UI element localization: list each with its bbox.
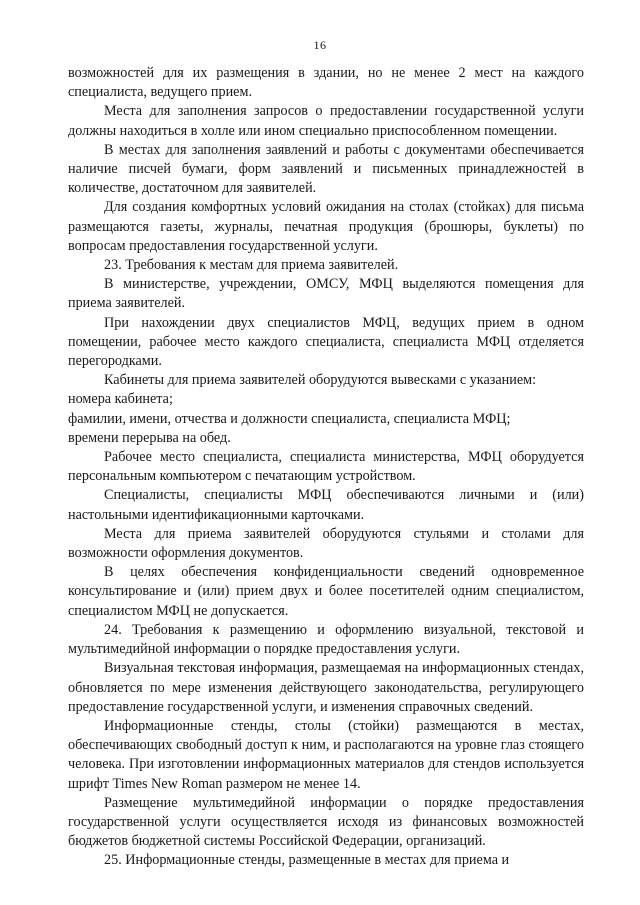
paragraph-reception-rooms: В министерстве, учреждении, ОМСУ, МФЦ выделяются помещения для приема заявителей.: [68, 276, 584, 312]
paragraph-info-stands: Информационные стенды, столы (стойки) размещаются в местах, обеспечивающих свободный доступ к ним, и располагаются на уровне глаз стоящего человека. При изготовлении информационных материалов для стендов используется шрифт Times New Roman размером не менее 14.: [68, 717, 584, 792]
document-body: [68, 64, 584, 871]
list-item-specialist-name: фамилии, имени, отчества и должности специалиста, специалиста МФЦ;: [68, 410, 511, 427]
list-item-room-number: номера кабинета;: [68, 391, 173, 408]
paragraph-form-filling-places: Места для заполнения запросов о предоставлении государственной услуги должны находиться в холле или ином специально приспособленном помещении.: [68, 103, 584, 139]
paragraph-workstation: Рабочее место специалиста, специалиста министерства, МФЦ оборудуется персональным компьютером с печатающим устройством.: [68, 449, 584, 485]
page-number: 16: [313, 38, 327, 52]
section-heading-25: 25. Информационные стенды, размещенные в местах для приема и: [104, 852, 510, 869]
paragraph-writing-supplies: В местах для заполнения заявлений и работы с документами обеспечивается наличие писчей бумаги, форм заявлений и письменных принадлежностей в количестве, достаточном для заявителей.: [68, 141, 584, 197]
paragraph-visual-info: Визуальная текстовая информация, размещаемая на информационных стендах, обновляется по мере изменения действующего законодательства, регулирующего предоставление государственной услуги, и изменения справочных сведений.: [68, 660, 584, 715]
paragraph-id-cards: Специалисты, специалисты МФЦ обеспечиваются личными и (или) настольными идентификационными карточками.: [68, 487, 584, 523]
paragraph-confidentiality: В целях обеспечения конфиденциальности сведений одновременное консультирование и (или) прием двух и более посетителей одним специалистом, специалистом МФЦ не допускается.: [68, 564, 584, 619]
paragraph-waiting-comfort: Для создания комфортных условий ожидания на столах (стойках) для письма размещаются газеты, журналы, печатная продукция (брошюры, буклеты) по вопросам предоставления государственной услуги.: [68, 199, 584, 254]
paragraph-partitions: При нахождении двух специалистов МФЦ, ведущих прием в одном помещении, рабочее место каждого специалиста, специалиста МФЦ отделяется перегородками.: [68, 314, 584, 370]
paragraph-office-signs: Кабинеты для приема заявителей оборудуются вывесками с указанием:: [104, 372, 537, 389]
paragraph-furniture: Места для приема заявителей оборудуются стульями и столами для возможности оформления документов.: [68, 525, 584, 562]
section-heading-23: 23. Требования к местам для приема заявителей.: [104, 257, 399, 274]
list-item-lunch-break: времени перерыва на обед.: [68, 429, 231, 446]
paragraph-continuation: возможностей для их размещения в здании, но не менее 2 мест на каждого специалиста, ведущего прием.: [68, 65, 584, 101]
paragraph-multimedia: Размещение мультимедийной информации о порядке предоставления государственной услуги осуществляется исходя из финансовых возможностей бюджетов бюджетной системы Российской Федерации, организаций.: [68, 794, 584, 850]
section-heading-24: 24. Требования к размещению и оформлению визуальной, текстовой и мультимедийной информации о порядке предоставления услуги.: [68, 621, 584, 658]
